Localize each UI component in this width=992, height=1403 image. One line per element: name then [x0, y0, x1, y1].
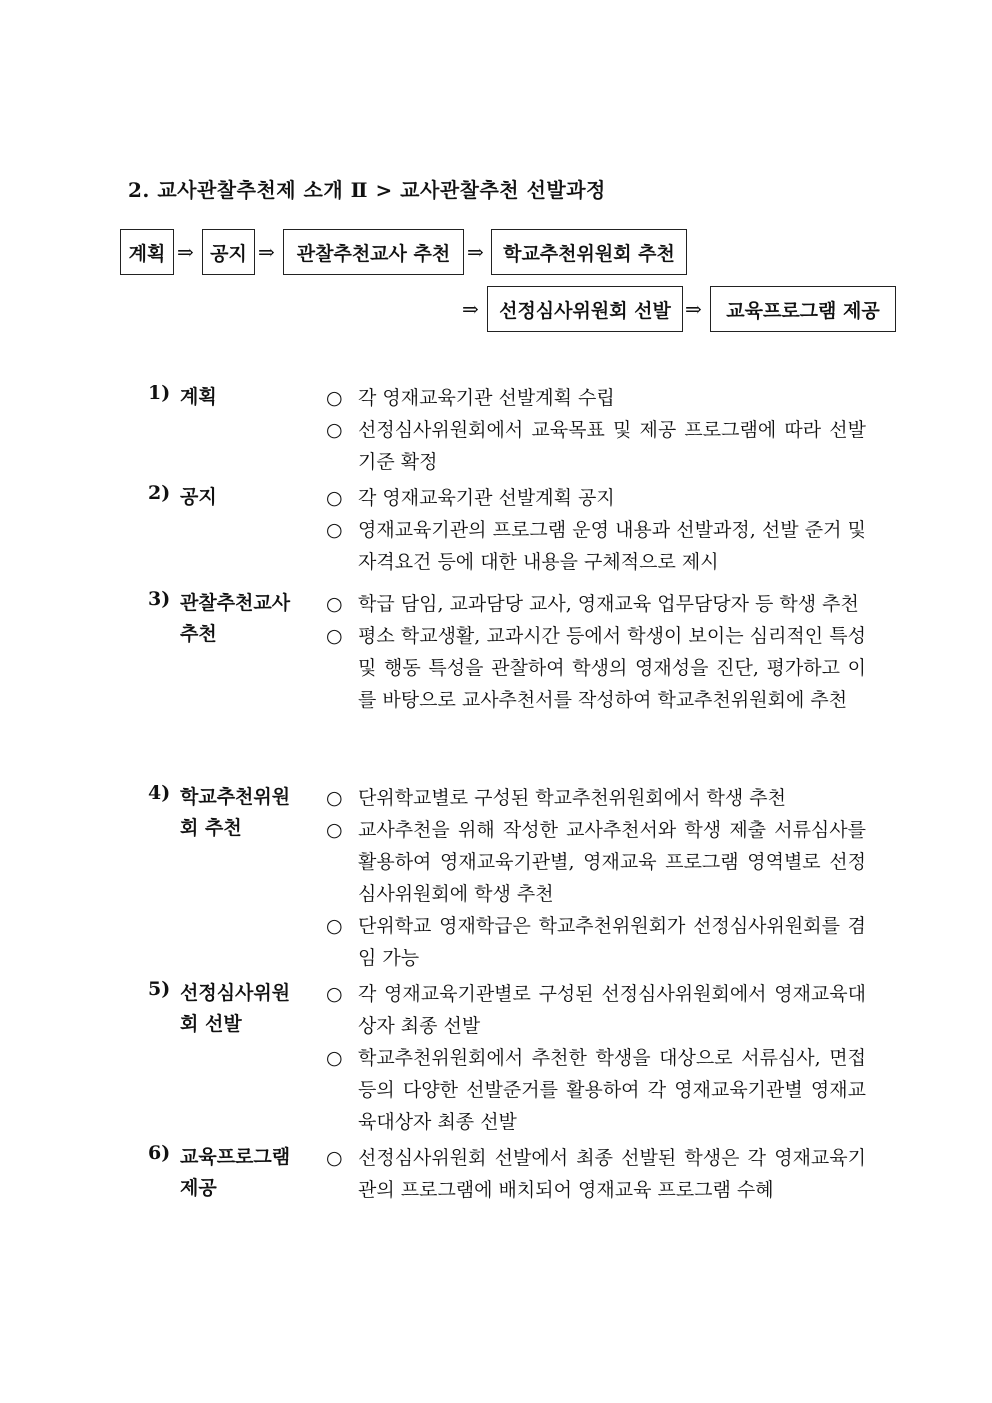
- bullet-item: ○ 평소 학교생활, 교과시간 등에서 학생이 보이는 심리적인 특성 및 행동 특성을 관찰하여 학생의 영재성을 진단, 평가하고 이를 바탕으로 교사추천서를 작성하여 학교추천위원회에 추천: [326, 620, 866, 716]
- step-bullets: [326, 782, 866, 974]
- step-number: 6): [148, 1142, 171, 1164]
- step-number: 2): [148, 482, 171, 504]
- bullet-item: ○ 각 영재교육기관 선발계획 공지: [326, 482, 866, 514]
- flow-box-program: 교육프로그램 제공: [710, 286, 896, 332]
- bullet-item: ○ 선정심사위원회 선발에서 최종 선발된 학생은 각 영재교육기관의 프로그램에 배치되어 영재교육 프로그램 수혜: [326, 1142, 866, 1206]
- step-label: 학교추천위원회 추천: [180, 786, 291, 839]
- flow-box-selection-committee: 선정심사위원회 선발: [487, 286, 683, 332]
- step-number: 5): [148, 978, 171, 1000]
- bullet-item: ○ 영재교육기관의 프로그램 운영 내용과 선발과정, 선발 준거 및 자격요건 등에 대한 내용을 구체적으로 제시: [326, 514, 866, 578]
- bullet-item: ○ 학급 담임, 교과담당 교사, 영재교육 업무담당자 등 학생 추천: [326, 588, 866, 620]
- flow-arrow: ⇒: [467, 240, 484, 264]
- flow-box-notice: 공지: [202, 229, 255, 275]
- flow-box-school-committee: 학교추천위원회 추천: [491, 229, 687, 275]
- step-bullets: [326, 1142, 866, 1206]
- step-bullets: [326, 382, 866, 478]
- step-label: 선정심사위원회 선발: [180, 982, 291, 1035]
- step-bullets: [326, 588, 866, 716]
- flow-arrow: ⇒: [258, 240, 275, 264]
- step-number: 1): [148, 382, 171, 404]
- bullet-item: ○ 단위학교 영재학급은 학교추천위원회가 선정심사위원회를 겸임 가능: [326, 910, 866, 974]
- flow-arrow: ⇒: [462, 297, 479, 321]
- flow-arrow: ⇒: [177, 240, 194, 264]
- step-bullets: [326, 978, 866, 1138]
- step-label: 공지: [180, 486, 217, 508]
- step-label: 관찰추천교사 추천: [180, 592, 291, 645]
- section-title: 2. 교사관찰추천제 소개 Ⅱ > 교사관찰추천 선발과정: [128, 178, 606, 202]
- step-label: 교육프로그램 제공: [180, 1146, 291, 1199]
- step-number: 4): [148, 782, 171, 804]
- bullet-item: ○ 학교추천위원회에서 추천한 학생을 대상으로 서류심사, 면접 등의 다양한 선발준거를 활용하여 각 영재교육기관별 영재교육대상자 최종 선발: [326, 1042, 866, 1138]
- bullet-item: ○ 선정심사위원회에서 교육목표 및 제공 프로그램에 따라 선발기준 확정: [326, 414, 866, 478]
- flow-box-plan: 계획: [120, 229, 174, 275]
- bullet-item: ○ 교사추천을 위해 작성한 교사추천서와 학생 제출 서류심사를 활용하여 영재교육기관별, 영재교육 프로그램 영역별로 선정심사위원회에 학생 추천: [326, 814, 866, 910]
- step-bullets: [326, 482, 866, 578]
- flow-box-teacher-recommend: 관찰추천교사 추천: [283, 229, 464, 275]
- step-label: 계획: [180, 386, 217, 408]
- bullet-item: ○ 단위학교별로 구성된 학교추천위원회에서 학생 추천: [326, 782, 866, 814]
- bullet-item: ○ 각 영재교육기관 선발계획 수립: [326, 382, 866, 414]
- bullet-item: ○ 각 영재교육기관별로 구성된 선정심사위원회에서 영재교육대상자 최종 선발: [326, 978, 866, 1042]
- flow-arrow: ⇒: [685, 297, 702, 321]
- step-number: 3): [148, 588, 171, 610]
